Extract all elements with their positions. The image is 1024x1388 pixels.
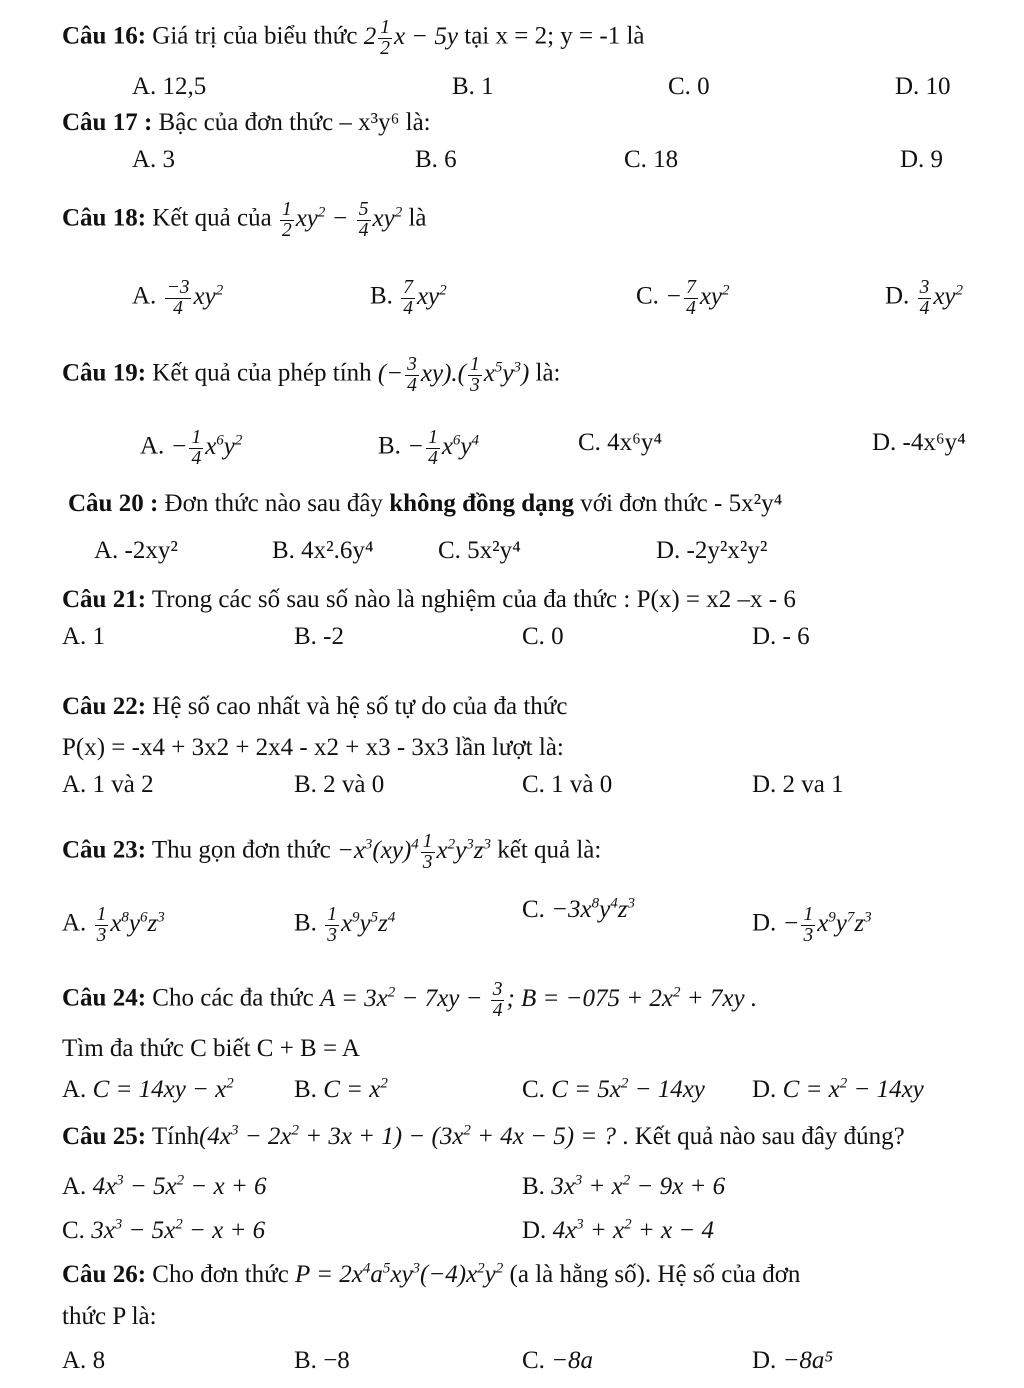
option-math: − $\frac{7}{4}$ $xy^2$	[665, 277, 730, 319]
option-math: $C = x^2 - 14xy$	[782, 1075, 924, 1103]
option-a[interactable]	[140, 428, 242, 468]
option-letter: D.	[522, 1217, 547, 1244]
question-emphasis: không đồng dạng	[389, 490, 575, 517]
math-expression: (− $\frac{3}{4}$ xy).( $\frac{1}{3}$ $x^5y^3$)	[377, 354, 530, 396]
option-math: $3x^3 - 5x^2 - x + 6$	[91, 1216, 266, 1244]
question-24	[62, 980, 757, 1020]
question-stem: Bậc của đơn thức – x³y⁶ là:	[158, 109, 431, 136]
question-label: Câu 18:	[62, 204, 147, 232]
option-math: −8a⁵	[782, 1347, 834, 1374]
question-label: Câu 21:	[62, 586, 147, 613]
option-math: − $\frac{1}{3}$ $x^9y^7z^3$	[782, 904, 872, 946]
option-a[interactable]: A. 1 và 2	[62, 771, 154, 798]
question-18	[62, 200, 427, 240]
question-label: Câu 16:	[62, 22, 147, 50]
option-math: 8	[92, 1347, 106, 1374]
question-stem: Kết quả của	[152, 204, 272, 232]
question-stem-line2: Tìm đa thức C biết C + B = A	[62, 1035, 360, 1062]
option-math: − $\frac{1}{4}$ $x^6y^2$	[170, 427, 243, 469]
option-b[interactable]: B. 4x².6y⁴	[272, 537, 374, 564]
option-c[interactable]	[62, 1216, 265, 1246]
question-label: Câu 23:	[62, 836, 147, 864]
option-d[interactable]: D. -4x⁶y⁴	[872, 429, 966, 456]
option-letter: C.	[522, 1076, 545, 1103]
question-label: Câu 20 :	[68, 490, 159, 517]
option-b[interactable]	[522, 1172, 725, 1202]
option-d[interactable]: D. 9	[900, 146, 944, 173]
option-math: $\frac{7}{4}$ $xy^2$	[403, 277, 447, 319]
option-letter: B.	[294, 1076, 317, 1103]
option-c[interactable]: C. 4x⁶y⁴	[578, 429, 663, 456]
question-19	[62, 355, 561, 395]
option-math: − $\frac{1}{4}$ $x^6y^4$	[407, 427, 480, 469]
option-d[interactable]: D. -2y²x²y²	[656, 537, 768, 564]
math-expression: $(4x^3 - 2x^2 + 3x + 1) - (3x^2 + 4x - 5)$ = ?	[199, 1122, 616, 1150]
option-d[interactable]	[522, 1216, 714, 1246]
math-expression: $\frac{1}{2}$ $xy^2$ − $\frac{5}{4}$ $xy^2$	[281, 199, 403, 241]
option-letter: B.	[294, 1347, 317, 1374]
option-math: $C = x^2$	[323, 1075, 388, 1103]
option-math: $\frac{1}{3}$ $x^9y^5z^4$	[327, 904, 396, 946]
option-letter: A.	[62, 1076, 87, 1103]
option-a[interactable]	[132, 278, 223, 318]
option-d[interactable]: D. 2 va 1	[752, 771, 844, 798]
question-22	[62, 692, 567, 722]
option-c[interactable]: C. 1 và 0	[522, 771, 613, 798]
question-16	[62, 18, 645, 58]
question-stem: Đơn thức nào sau đây	[164, 490, 383, 517]
option-letter: C.	[522, 896, 545, 923]
option-b[interactable]	[294, 1346, 350, 1376]
option-letter: B.	[522, 1173, 545, 1200]
option-c[interactable]	[636, 278, 730, 318]
question-label: Câu 24:	[62, 984, 147, 1012]
question-stem: Hệ số cao nhất và hệ số tự do của đa thức	[152, 693, 568, 720]
option-letter: C.	[62, 1217, 85, 1244]
option-b[interactable]: B. 6	[415, 146, 457, 173]
option-letter: D.	[885, 282, 910, 310]
option-letter: B.	[378, 432, 401, 460]
option-math: $\frac{1}{3}$ $x^8y^6z^3$	[96, 904, 165, 946]
option-d[interactable]: D. 10	[895, 73, 951, 100]
question-label: Câu 17 :	[62, 109, 153, 136]
question-17	[62, 108, 431, 138]
question-label: Câu 19:	[62, 359, 147, 387]
question-stem: Giá trị của biểu thức	[152, 22, 358, 50]
question-condition: tại x = 2; y = -1 là	[464, 22, 645, 50]
question-stem: Cho đơn thức	[152, 1261, 289, 1288]
math-expression: $P = 2x^4a^5xy^3(-4)x^2y^2$	[295, 1260, 504, 1288]
option-letter: A.	[62, 1347, 87, 1374]
option-c[interactable]: C. 0	[522, 623, 564, 650]
option-d[interactable]	[885, 278, 963, 318]
option-math: −8	[323, 1347, 350, 1374]
question-stem: Thu gọn đơn thức	[151, 836, 331, 864]
option-math: $\frac{3}{4}$ $xy^2$	[919, 277, 964, 319]
option-letter: A.	[62, 1173, 87, 1200]
option-b[interactable]	[294, 1075, 388, 1105]
question-26	[62, 1260, 800, 1290]
option-a[interactable]	[62, 1075, 234, 1105]
option-b[interactable]	[294, 905, 395, 945]
question-tail: kết quả là:	[497, 836, 602, 864]
question-tail: . Kết quả nào sau đây đúng?	[622, 1123, 905, 1150]
question-stem: Cho các đa thức	[152, 984, 314, 1012]
option-math: $4x^3 + x^2 + x - 4$	[552, 1216, 714, 1244]
option-c[interactable]: C. 18	[624, 146, 679, 173]
question-tail: (a là hằng số). Hệ số của đơn	[509, 1261, 801, 1288]
option-letter: D.	[752, 1347, 777, 1374]
math-expression: $A = 3x^2 - 7xy$ − $\frac{3}{4}$ ; $B = -075 + 2x^2 + 7xy$ .	[319, 979, 758, 1021]
option-math: −8a	[551, 1347, 594, 1374]
question-tail: với đơn thức - 5x²y⁴	[580, 490, 783, 517]
option-letter: B.	[370, 282, 393, 310]
option-d[interactable]	[752, 1075, 924, 1105]
question-21	[62, 585, 796, 615]
option-a[interactable]	[62, 1172, 266, 1202]
question-label: Câu 26:	[62, 1261, 147, 1288]
question-stem-line2: thức P là:	[62, 1303, 157, 1330]
option-a[interactable]: A. -2xy²	[94, 537, 178, 564]
option-letter: C.	[522, 1347, 545, 1374]
question-stem: Tính	[151, 1123, 200, 1150]
option-a[interactable]: A. 1	[62, 623, 106, 650]
option-d[interactable]: D. - 6	[752, 623, 810, 650]
option-a[interactable]: A. 3	[132, 146, 176, 173]
option-math: $4x^3 - 5x^2 - x + 6$	[92, 1172, 267, 1200]
option-letter: B.	[294, 909, 317, 937]
option-letter: D.	[752, 1076, 777, 1103]
question-label: Câu 25:	[62, 1123, 147, 1150]
option-letter: A.	[62, 909, 87, 937]
option-b[interactable]	[370, 278, 447, 318]
option-d[interactable]	[752, 905, 872, 945]
option-d[interactable]	[752, 1346, 833, 1376]
option-math: $\frac{-3}{4}$ $xy^2$	[166, 277, 224, 319]
option-b[interactable]	[378, 428, 479, 468]
option-c[interactable]: C. 5x²y⁴	[438, 537, 521, 564]
question-tail: là	[408, 204, 427, 232]
option-c[interactable]	[522, 895, 635, 925]
option-a[interactable]	[62, 905, 165, 945]
option-letter: A.	[140, 432, 165, 460]
option-math: $-3x^8y^4z^3$	[551, 895, 635, 923]
option-math: $C = 14xy - x^2$	[92, 1075, 234, 1103]
option-b[interactable]: B. -2	[294, 623, 344, 650]
option-c[interactable]	[522, 1075, 705, 1105]
option-math: $C = 5x^2 - 14xy$	[551, 1075, 705, 1103]
question-20	[68, 489, 782, 519]
option-a[interactable]: A. 12,5	[132, 73, 207, 100]
option-letter: A.	[132, 282, 157, 310]
question-stem: Kết quả của phép tính	[152, 359, 372, 387]
option-a[interactable]	[62, 1346, 105, 1376]
option-c[interactable]: C. 0	[668, 73, 710, 100]
question-tail: là:	[535, 359, 561, 387]
question-label: Câu 22:	[62, 693, 147, 720]
question-stem: Trong các số sau số nào là nghiệm của đa thức : P(x) = x2 –x - 6	[151, 586, 796, 613]
option-math: $3x^3 + x^2 - 9x + 6$	[551, 1172, 726, 1200]
option-letter: D.	[752, 909, 777, 937]
option-letter: C.	[636, 282, 659, 310]
question-23	[62, 832, 601, 872]
question-25	[62, 1122, 905, 1152]
option-b[interactable]: B. 2 và 0	[294, 771, 385, 798]
math-expression: $-x^3(xy)^4$ $\frac{1}{3}$ $x^2y^3z^3$	[336, 831, 491, 873]
option-c[interactable]	[522, 1346, 593, 1376]
option-b[interactable]: B. 1	[452, 73, 494, 100]
question-stem-line2: P(x) = -x4 + 3x2 + 2x4 - x2 + x3 - 3x3 lần lượt là:	[62, 734, 564, 761]
math-expression: 2 $\frac{1}{2}$ x − 5y	[363, 17, 458, 59]
